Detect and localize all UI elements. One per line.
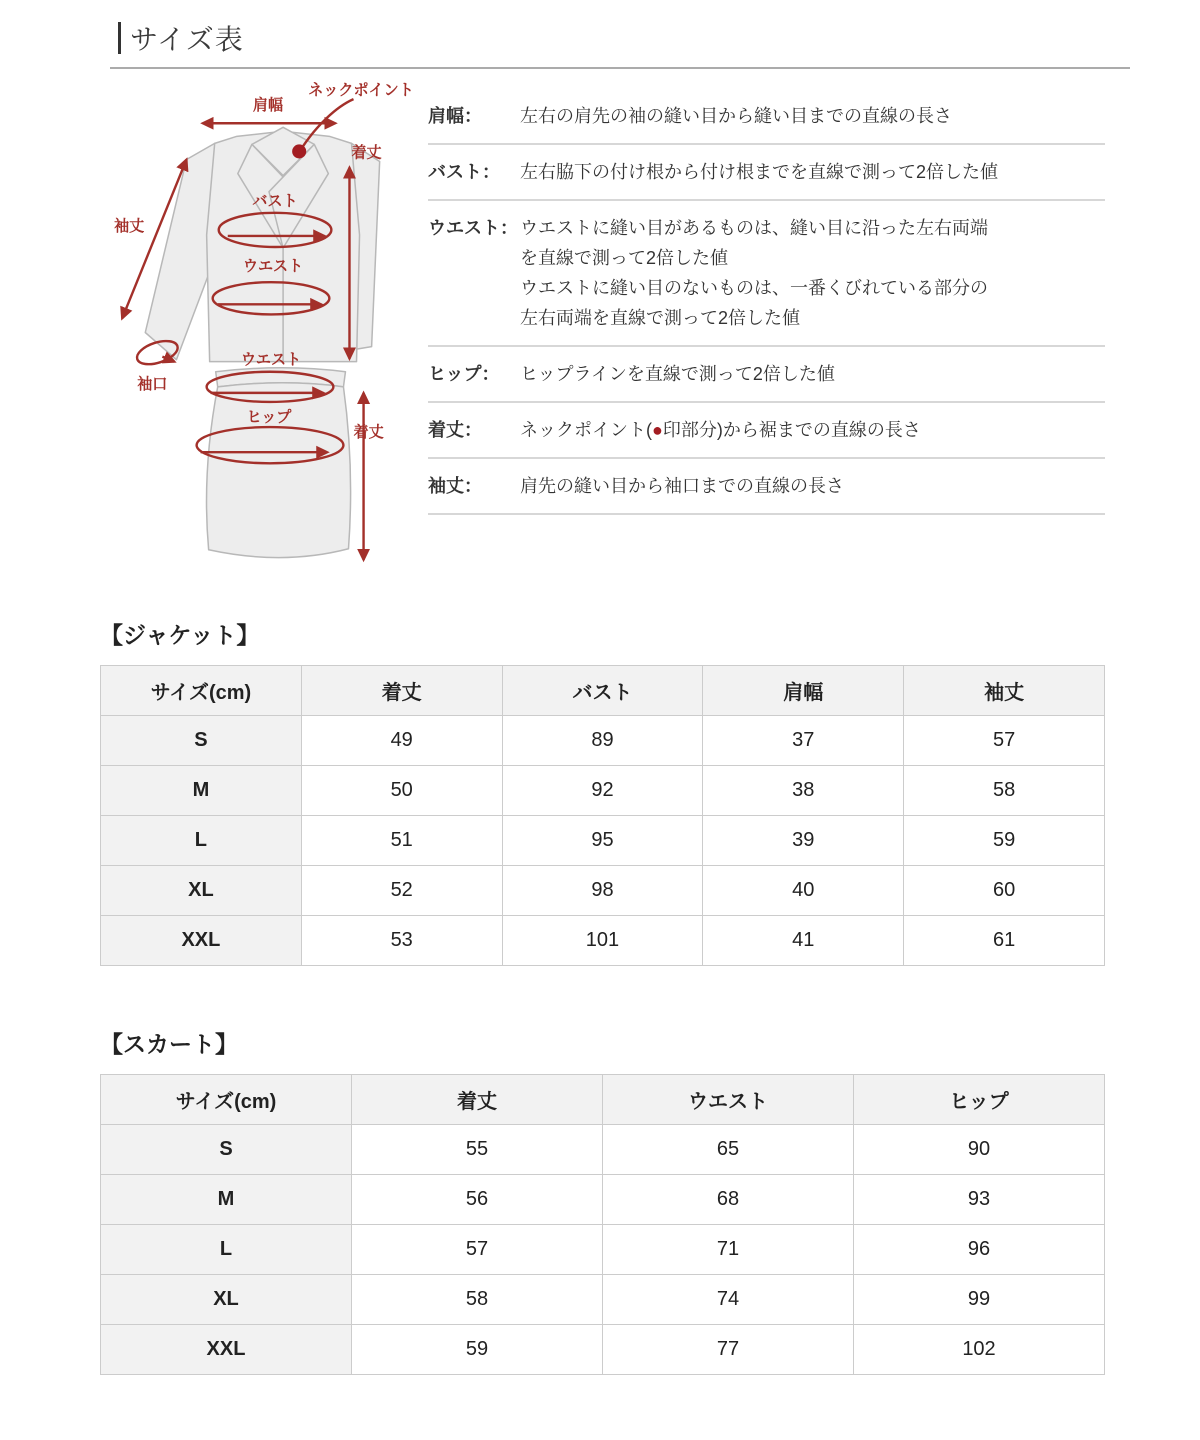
table-header-row [101,666,1105,716]
value-cell: 58 [352,1275,603,1325]
definition-term: バスト： [428,162,500,182]
value-cell: 93 [854,1175,1105,1225]
title-divider [110,67,1130,69]
definition-description [520,213,1105,333]
value-cell: 51 [301,816,502,866]
definition-term: 肩幅： [428,106,482,126]
definition-term: ウエスト： [428,218,518,238]
skirt-waist-label: ウエスト [240,351,302,369]
value-cell: 57 [904,716,1105,766]
definition-row-length [428,403,1105,459]
table-header-row [101,1075,1105,1125]
table-row [101,816,1105,866]
value-cell: 95 [502,816,703,866]
definition-line: 左右の肩先の袖の縫い目から縫い目までの直線の長さ [520,106,952,126]
value-cell: 52 [301,866,502,916]
sleeve-length-label: 袖丈 [114,217,145,235]
measurement-definitions [428,89,1105,515]
value-cell: 102 [854,1325,1105,1375]
value-cell: 99 [854,1275,1105,1325]
table-row [101,1175,1105,1225]
value-cell: 55 [352,1125,603,1175]
size-cell: XXL [101,1325,352,1375]
column-header: 着丈 [301,666,502,716]
definition-description [520,157,1105,187]
definition-row-hip [428,347,1105,403]
def-text-part: ネックポイント( [520,420,652,440]
value-cell: 96 [854,1225,1105,1275]
size-cell: S [101,716,302,766]
definition-line: ウエストに縫い目があるものは、縫い目に沿った左右両端 [520,218,988,238]
page-header [118,18,1200,58]
jacket-section-title: 【ジャケット】 [100,622,260,648]
measurement-guide-section [100,79,1105,587]
column-header: サイズ(cm) [101,666,302,716]
definition-term: 着丈： [428,420,482,440]
column-header: 肩幅 [703,666,904,716]
jacket-size-table [100,665,1105,966]
size-cell: L [101,1225,352,1275]
cuff-label: 袖口 [137,375,168,393]
size-cell: S [101,1125,352,1175]
definition-description [520,415,1105,445]
definition-term: 袖丈： [428,476,482,496]
definition-description [520,471,1105,501]
table-row [101,1325,1105,1375]
value-cell: 57 [352,1225,603,1275]
value-cell: 90 [854,1125,1105,1175]
size-cell: L [101,816,302,866]
size-cell: XL [101,1275,352,1325]
value-cell: 68 [603,1175,854,1225]
size-cell: XXL [101,916,302,966]
value-cell: 53 [301,916,502,966]
title-accent-bar [118,22,121,54]
value-cell: 61 [904,916,1105,966]
definition-row-sleeve [428,459,1105,515]
value-cell: 39 [703,816,904,866]
hip-label: ヒップ [246,409,292,427]
jacket-waist-label: ウエスト [242,258,304,276]
definition-line: 肩先の縫い目から袖口までの直線の長さ [520,476,844,496]
definition-description [520,359,1105,389]
value-cell: 74 [603,1275,854,1325]
value-cell: 98 [502,866,703,916]
garment-diagram [102,79,434,584]
value-cell: 37 [703,716,904,766]
column-header: 着丈 [352,1075,603,1125]
size-cell: XL [101,866,302,916]
skirt-size-table [100,1074,1105,1375]
column-header: サイズ(cm) [101,1075,352,1125]
shoulder-width-label: 肩幅 [252,97,284,115]
skirt-section-title: 【スカート】 [100,1031,238,1057]
table-row [101,716,1105,766]
size-guide-diagram-svg [102,79,434,584]
skirt-length-label: 着丈 [353,424,384,442]
table-row [101,766,1105,816]
value-cell: 60 [904,866,1105,916]
table-row [101,866,1105,916]
definition-line: ヒップラインを直線で測って2倍した値 [520,364,835,384]
definition-description [520,101,1105,131]
neck-point-label: ネックポイント [308,82,414,100]
value-cell: 89 [502,716,703,766]
definition-line: を直線で測って2倍した値 [520,248,729,268]
value-cell: 92 [502,766,703,816]
jacket-length-label: 着丈 [351,144,382,162]
definition-row-waist [428,201,1105,347]
value-cell: 56 [352,1175,603,1225]
value-cell: 40 [703,866,904,916]
value-cell: 59 [904,816,1105,866]
table-row [101,1125,1105,1175]
page-title: サイズ表 [130,24,244,55]
value-cell: 58 [904,766,1105,816]
definition-term: ヒップ： [428,364,500,384]
definition-line [520,415,1105,445]
definition-row-shoulder [428,89,1105,145]
definition-line: 左右脇下の付け根から付け根までを直線で測って2倍した値 [520,162,999,182]
value-cell: 41 [703,916,904,966]
def-text-part: 印部分)から裾までの直線の長さ [662,420,921,440]
neck-point-dot [292,144,306,158]
column-header: 袖丈 [904,666,1105,716]
value-cell: 38 [703,766,904,816]
value-cell: 59 [352,1325,603,1375]
bust-label: バスト [252,192,298,210]
column-header: バスト [502,666,703,716]
value-cell: 49 [301,716,502,766]
size-cell: M [101,766,302,816]
table-row [101,1275,1105,1325]
value-cell: 77 [603,1325,854,1375]
value-cell: 50 [301,766,502,816]
value-cell: 71 [603,1225,854,1275]
definition-line: 左右両端を直線で測って2倍した値 [520,308,801,328]
definition-line: ウエストに縫い目のないものは、一番くびれている部分の [520,278,988,298]
definition-row-bust [428,145,1105,201]
neck-point-dot-glyph: ● [652,420,663,440]
value-cell: 65 [603,1125,854,1175]
table-row [101,1225,1105,1275]
value-cell: 101 [502,916,703,966]
table-row [101,916,1105,966]
column-header: ヒップ [854,1075,1105,1125]
column-header: ウエスト [603,1075,854,1125]
size-cell: M [101,1175,352,1225]
